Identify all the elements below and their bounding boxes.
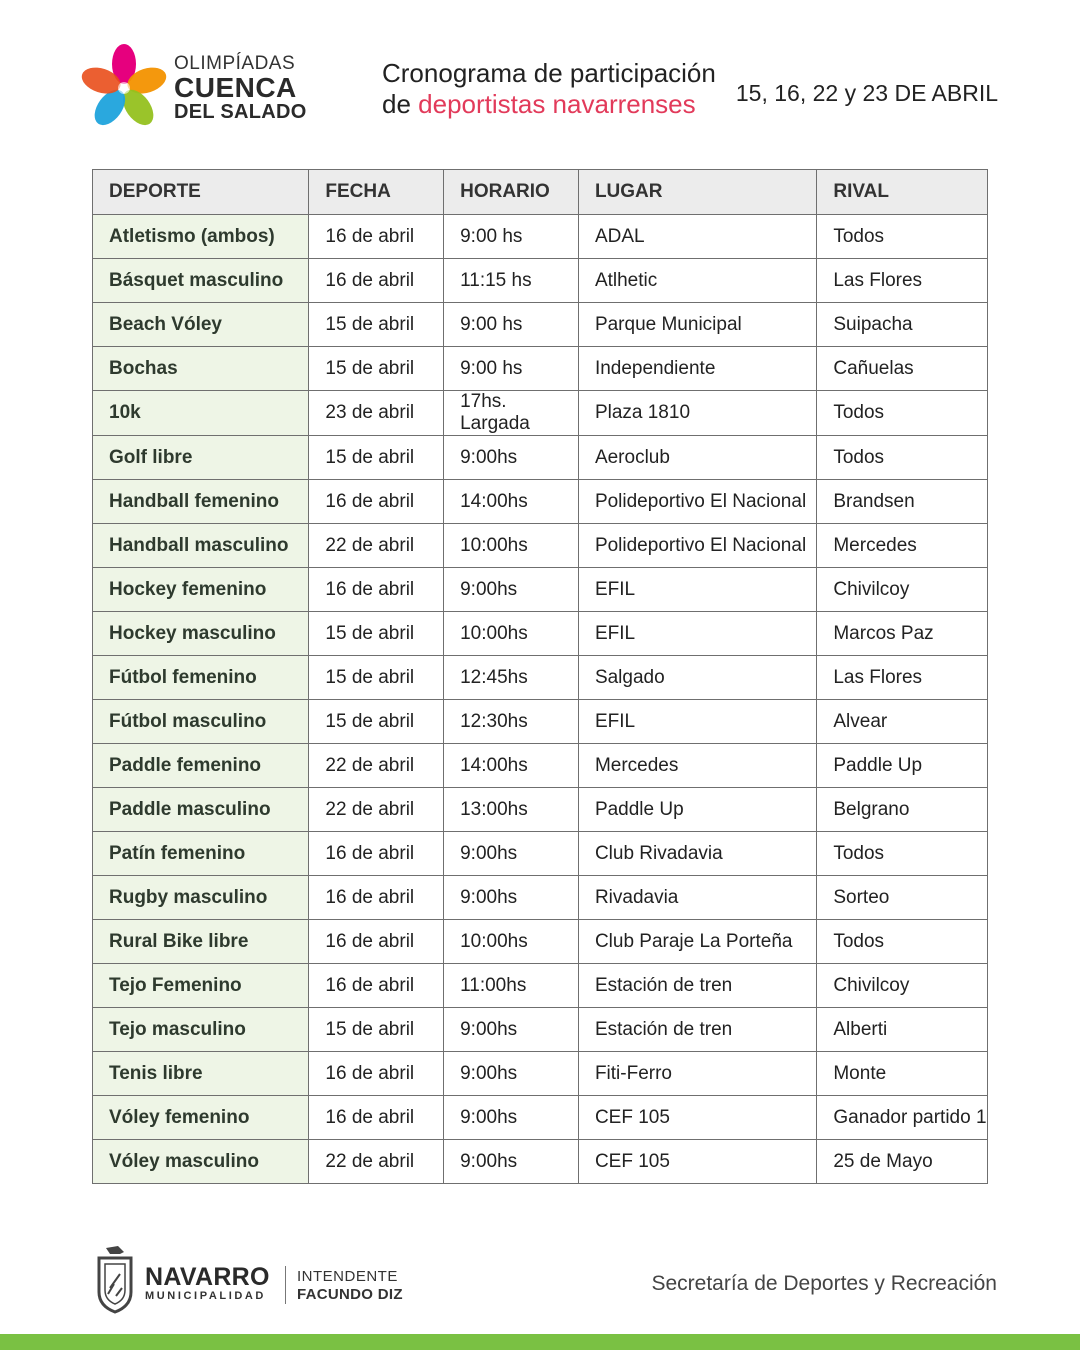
title-prefix: de — [382, 89, 419, 119]
cell-lugar: Polideportivo El Nacional — [578, 524, 816, 568]
cell-deporte: Beach Vóley — [93, 303, 309, 347]
cell-lugar: Estación de tren — [578, 964, 816, 1008]
cell-deporte: Handball femenino — [93, 480, 309, 524]
table-row — [93, 303, 988, 347]
cell-lugar: Parque Municipal — [578, 303, 816, 347]
cell-rival: Suipacha — [817, 303, 988, 347]
cell-rival: Sorteo — [817, 876, 988, 920]
header-lugar: LUGAR — [578, 170, 816, 215]
cell-lugar: EFIL — [578, 612, 816, 656]
bottom-color-bar — [0, 1334, 1080, 1350]
cell-fecha: 16 de abril — [309, 1096, 444, 1140]
table-row — [93, 524, 988, 568]
cell-deporte: Fútbol masculino — [93, 700, 309, 744]
cell-fecha: 22 de abril — [309, 1140, 444, 1184]
event-dates: 15, 16, 22 y 23 DE ABRIL — [735, 80, 998, 106]
cell-deporte: Handball masculino — [93, 524, 309, 568]
cell-fecha: 15 de abril — [309, 347, 444, 391]
cell-lugar: Salgado — [578, 656, 816, 700]
title-accent: deportistas navarrenses — [418, 89, 696, 119]
schedule-table — [92, 169, 988, 1184]
cell-lugar: Club Rivadavia — [578, 832, 816, 876]
cell-fecha: 16 de abril — [309, 480, 444, 524]
cell-deporte: Vóley femenino — [93, 1096, 309, 1140]
cell-fecha: 16 de abril — [309, 259, 444, 303]
cell-lugar: Aeroclub — [578, 436, 816, 480]
cell-deporte: Bochas — [93, 347, 309, 391]
cell-deporte: Atletismo (ambos) — [93, 215, 309, 259]
intendente-name: FACUNDO DIZ — [297, 1286, 403, 1303]
cell-horario: 14:00hs — [444, 744, 579, 788]
cell-fecha: 16 de abril — [309, 964, 444, 1008]
title-line-1: Cronograma de participación — [382, 58, 716, 88]
cell-horario: 9:00hs — [444, 1052, 579, 1096]
header-deporte: DEPORTE — [93, 170, 309, 215]
table-row — [93, 568, 988, 612]
cell-horario: 13:00hs — [444, 788, 579, 832]
secretaria-label: Secretaría de Deportes y Recreación — [651, 1272, 997, 1295]
cell-rival: Las Flores — [817, 259, 988, 303]
cell-rival: Paddle Up — [817, 744, 988, 788]
cell-rival: 25 de Mayo — [817, 1140, 988, 1184]
cell-horario: 12:30hs — [444, 700, 579, 744]
cell-fecha: 22 de abril — [309, 744, 444, 788]
cell-rival: Belgrano — [817, 788, 988, 832]
cell-fecha: 15 de abril — [309, 700, 444, 744]
table-row — [93, 700, 988, 744]
logo-line-cuenca: CUENCA — [174, 72, 297, 103]
cell-deporte: Rugby masculino — [93, 876, 309, 920]
cell-fecha: 15 de abril — [309, 436, 444, 480]
table-row — [93, 656, 988, 700]
cell-fecha: 16 de abril — [309, 215, 444, 259]
header-rival: RIVAL — [817, 170, 988, 215]
header-fecha: FECHA — [309, 170, 444, 215]
table-row — [93, 832, 988, 876]
cell-rival: Chivilcoy — [817, 964, 988, 1008]
table-row — [93, 612, 988, 656]
cell-rival: Alvear — [817, 700, 988, 744]
cell-lugar: Polideportivo El Nacional — [578, 480, 816, 524]
table-row — [93, 788, 988, 832]
cell-rival: Todos — [817, 391, 988, 436]
cell-rival: Cañuelas — [817, 347, 988, 391]
cell-horario: 9:00hs — [444, 1008, 579, 1052]
cell-horario: 11:00hs — [444, 964, 579, 1008]
table-row — [93, 480, 988, 524]
table-row — [93, 744, 988, 788]
cell-horario: 12:45hs — [444, 656, 579, 700]
cell-lugar: EFIL — [578, 700, 816, 744]
cell-horario: 10:00hs — [444, 612, 579, 656]
cell-lugar: Plaza 1810 — [578, 391, 816, 436]
cell-horario: 9:00hs — [444, 568, 579, 612]
table-row — [93, 259, 988, 303]
cell-deporte: Hockey masculino — [93, 612, 309, 656]
table-row — [93, 1052, 988, 1096]
cell-horario: 9:00hs — [444, 436, 579, 480]
navarro-shield-icon — [96, 1244, 134, 1314]
cell-horario: 10:00hs — [444, 920, 579, 964]
cell-horario: 9:00hs — [444, 876, 579, 920]
olimpiadas-star-logo-icon — [80, 44, 168, 132]
cell-rival: Monte — [817, 1052, 988, 1096]
cell-deporte: Tejo Femenino — [93, 964, 309, 1008]
intendente-label: INTENDENTE — [297, 1268, 398, 1285]
cell-deporte: Patín femenino — [93, 832, 309, 876]
table-row — [93, 436, 988, 480]
cell-rival: Todos — [817, 920, 988, 964]
cell-rival: Ganador partido 1 — [817, 1096, 988, 1140]
table-row — [93, 215, 988, 259]
cell-rival: Todos — [817, 215, 988, 259]
table-row — [93, 964, 988, 1008]
cell-fecha: 15 de abril — [309, 612, 444, 656]
cell-fecha: 15 de abril — [309, 303, 444, 347]
cell-rival: Alberti — [817, 1008, 988, 1052]
cell-horario: 17hs. Largada — [444, 391, 579, 436]
cell-horario: 9:00hs — [444, 832, 579, 876]
cell-fecha: 16 de abril — [309, 920, 444, 964]
cell-fecha: 15 de abril — [309, 1008, 444, 1052]
cell-deporte: Vóley masculino — [93, 1140, 309, 1184]
cell-fecha: 22 de abril — [309, 524, 444, 568]
cell-lugar: CEF 105 — [578, 1140, 816, 1184]
table-row — [93, 876, 988, 920]
header-horario: HORARIO — [444, 170, 579, 215]
cell-horario: 9:00 hs — [444, 215, 579, 259]
municipality-sub: MUNICIPALIDAD — [145, 1290, 266, 1302]
cell-horario: 9:00 hs — [444, 303, 579, 347]
cell-lugar: Mercedes — [578, 744, 816, 788]
cell-fecha: 16 de abril — [309, 832, 444, 876]
cell-horario: 14:00hs — [444, 480, 579, 524]
table-row — [93, 1096, 988, 1140]
table-row — [93, 920, 988, 964]
cell-fecha: 16 de abril — [309, 876, 444, 920]
cell-deporte: Rural Bike libre — [93, 920, 309, 964]
cell-deporte: Tenis libre — [93, 1052, 309, 1096]
cell-lugar: Rivadavia — [578, 876, 816, 920]
logo-line-del-salado: DEL SALADO — [174, 101, 307, 123]
cell-horario: 10:00hs — [444, 524, 579, 568]
table-row — [93, 1008, 988, 1052]
cell-deporte: Tejo masculino — [93, 1008, 309, 1052]
cell-fecha: 16 de abril — [309, 1052, 444, 1096]
table-row — [93, 347, 988, 391]
cell-lugar: Estación de tren — [578, 1008, 816, 1052]
cell-deporte: Fútbol femenino — [93, 656, 309, 700]
logo-line-olimpiadas: OLIMPÍADAS — [174, 53, 296, 74]
table-body — [93, 215, 988, 1184]
table-row — [93, 391, 988, 436]
cell-deporte: 10k — [93, 391, 309, 436]
cell-rival: Mercedes — [817, 524, 988, 568]
olimpiadas-logo — [80, 44, 320, 134]
cell-rival: Todos — [817, 436, 988, 480]
table-row — [93, 1140, 988, 1184]
footer-divider — [285, 1266, 286, 1304]
cell-lugar: EFIL — [578, 568, 816, 612]
cell-lugar: Paddle Up — [578, 788, 816, 832]
cell-rival: Brandsen — [817, 480, 988, 524]
cell-rival: Marcos Paz — [817, 612, 988, 656]
cell-lugar: ADAL — [578, 215, 816, 259]
cell-rival: Todos — [817, 832, 988, 876]
municipality-name: NAVARRO — [145, 1263, 270, 1291]
cell-fecha: 16 de abril — [309, 568, 444, 612]
cell-rival: Las Flores — [817, 656, 988, 700]
cell-deporte: Paddle masculino — [93, 788, 309, 832]
cell-lugar: Atlhetic — [578, 259, 816, 303]
cell-horario: 9:00hs — [444, 1096, 579, 1140]
cell-lugar: Fiti-Ferro — [578, 1052, 816, 1096]
cell-fecha: 23 de abril — [309, 391, 444, 436]
cell-deporte: Básquet masculino — [93, 259, 309, 303]
cell-rival: Chivilcoy — [817, 568, 988, 612]
cell-deporte: Golf libre — [93, 436, 309, 480]
table-header-row — [93, 170, 988, 215]
cell-deporte: Paddle femenino — [93, 744, 309, 788]
cell-fecha: 22 de abril — [309, 788, 444, 832]
cell-horario: 11:15 hs — [444, 259, 579, 303]
cell-lugar: Club Paraje La Porteña — [578, 920, 816, 964]
title-line-2 — [382, 89, 716, 120]
cell-fecha: 15 de abril — [309, 656, 444, 700]
cell-lugar: Independiente — [578, 347, 816, 391]
page-title — [382, 58, 716, 120]
cell-horario: 9:00hs — [444, 1140, 579, 1184]
cell-deporte: Hockey femenino — [93, 568, 309, 612]
cell-lugar: CEF 105 — [578, 1096, 816, 1140]
cell-horario: 9:00 hs — [444, 347, 579, 391]
